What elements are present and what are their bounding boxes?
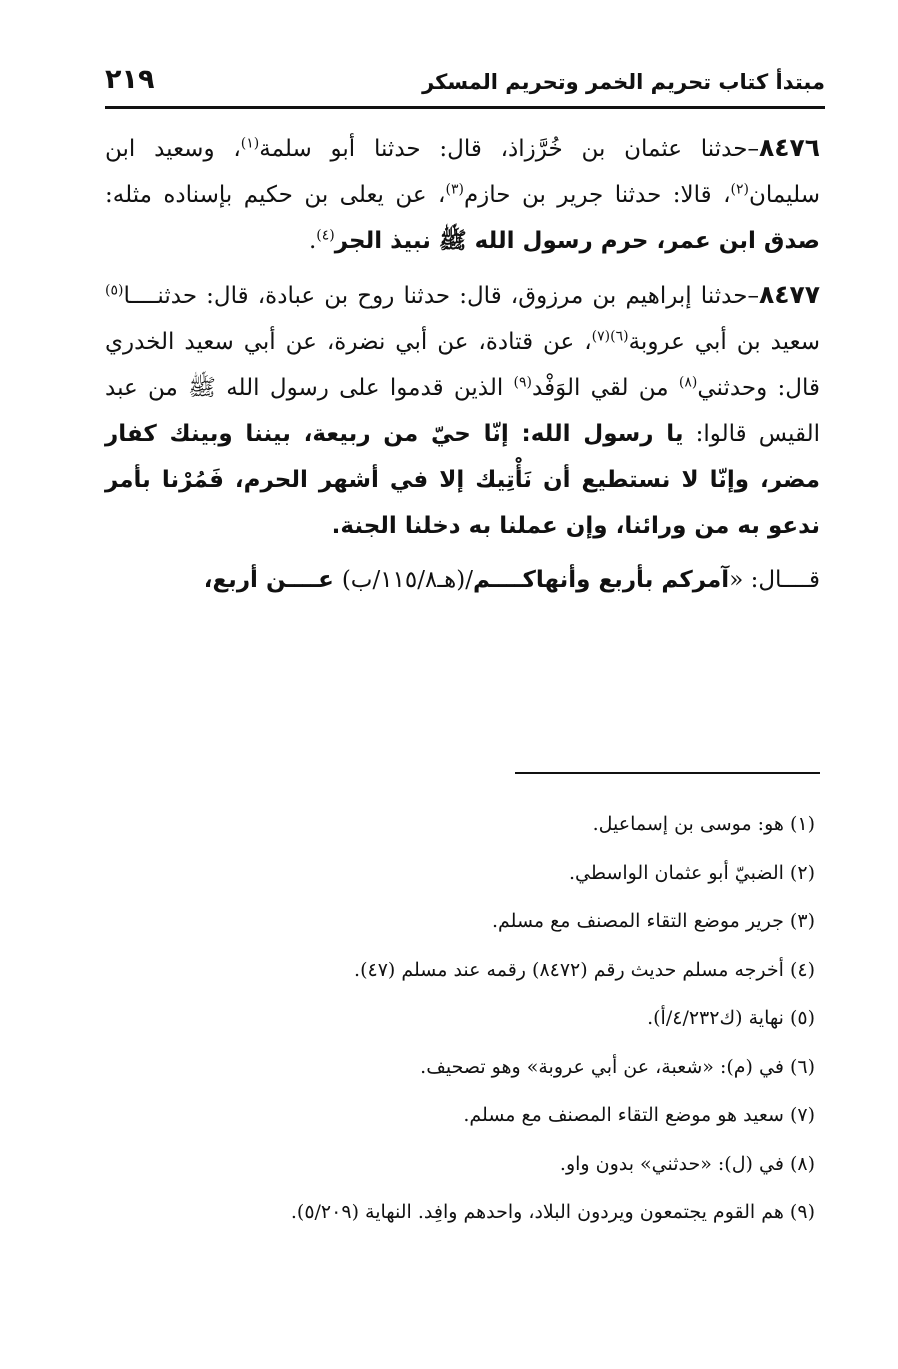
footnote-marker: (٨) <box>678 374 698 391</box>
footnote-4: (٤) أخرجه مسلم حديث رقم (٨٤٧٢) رقمه عند مسلم (٤٧). <box>354 958 815 981</box>
hadith-matn: يا رسول الله: إنّا حيّ من ربيعة، بيننا وبينك كفار مضر، وإنّا لا نستطيع أن نَأْتِيك إلا في أشهر الحرم، فَمُرْنا بأمر ندعو به من ورائنا، وإن عملنا به دخلنا الجنة. <box>105 421 820 539</box>
footnote-marker: (١) <box>240 135 260 152</box>
footnote-marker: (٦)(٧) <box>591 328 629 345</box>
text-segment: ، عن قتادة، عن أبي نضرة، عن أبي سعيد الخدري قال: وحدثني <box>105 329 821 401</box>
text-segment: من لقي الوَفْد <box>532 375 679 401</box>
footnote-marker: (٩) <box>513 374 533 391</box>
text-segment: –حدثنا إبراهيم بن مرزوق، قال: حدثنا روح بن عبادة، قال: حدثنــــا <box>123 283 759 309</box>
hadith-number: ٨٤٧٧ <box>758 280 820 309</box>
text-segment: قــــال: « <box>729 567 820 593</box>
chapter-title: مبتدأ كتاب تحريم الخمر وتحريم المسكر <box>422 70 825 94</box>
header-rule <box>105 106 825 109</box>
text-segment: ، قالا: حدثنا جرير بن حازم <box>463 182 731 208</box>
footnote-marker: (٤) <box>316 227 335 244</box>
footnote-6: (٦) في (م): «شعبة، عن أبي عروبة» وهو تصحيف. <box>420 1055 815 1078</box>
hadith-matn: صدق ابن عمر، حرم رسول الله ﷺ نبيذ الجر <box>334 228 820 254</box>
manuscript-reference: /(هـ١١٥/٨/ب) <box>341 567 473 593</box>
text-segment: الذين قدموا على رسول الله ﷺ من عبد القيس قالوا: <box>105 375 820 447</box>
hadith-matn: عــــن أربع، <box>203 567 342 593</box>
footnote-marker: (٣) <box>445 181 464 198</box>
text-segment: سعيد بن أبي عروبة <box>628 329 820 355</box>
text-segment: ، وسعيد ابن سليمان <box>105 136 820 208</box>
footnote-marker: (٥) <box>105 282 124 299</box>
text-segment: –حدثنا عثمان بن خُرَّزاذ، قال: حدثنا أبو سلمة <box>259 136 759 162</box>
text-segment: ، عن يعلى بن حكيم بإسناده مثله: <box>105 182 446 208</box>
footnote-7: (٧) سعيد هو موضع التقاء المصنف مع مسلم. <box>463 1104 815 1126</box>
page-number: ٢١٩ <box>105 64 155 95</box>
hadith-8476 <box>105 125 820 264</box>
hadith-8477 <box>105 272 820 549</box>
hadith-matn: آمركم بأربع وأنهاكــــم <box>472 567 730 593</box>
text-segment: . <box>308 228 317 254</box>
footnote-3: (٣) جرير موضع التقاء المصنف مع مسلم. <box>492 910 815 932</box>
continuation-line <box>105 557 820 603</box>
footnote-2: (٢) الضبيّ أبو عثمان الواسطي. <box>568 861 815 884</box>
footnote-5: (٥) نهاية (ك٤/٢٣٢/أ). <box>647 1007 815 1029</box>
running-header <box>105 62 825 106</box>
footnote-9: (٩) هم القوم يجتمعون ويردون البلاد، واحدهم وافِد. النهاية (٥/٢٠٩). <box>290 1201 815 1223</box>
hadith-number: ٨٤٧٦ <box>758 133 820 162</box>
footnote-separator <box>515 772 820 774</box>
footnote-1: (١) هو: موسى بن إسماعيل. <box>592 813 815 835</box>
footnote-8: (٨) في (ل): «حدثني» بدون واو. <box>559 1152 815 1175</box>
footnotes <box>160 800 815 1237</box>
main-text <box>105 125 820 611</box>
footnote-marker: (٢) <box>730 181 749 198</box>
